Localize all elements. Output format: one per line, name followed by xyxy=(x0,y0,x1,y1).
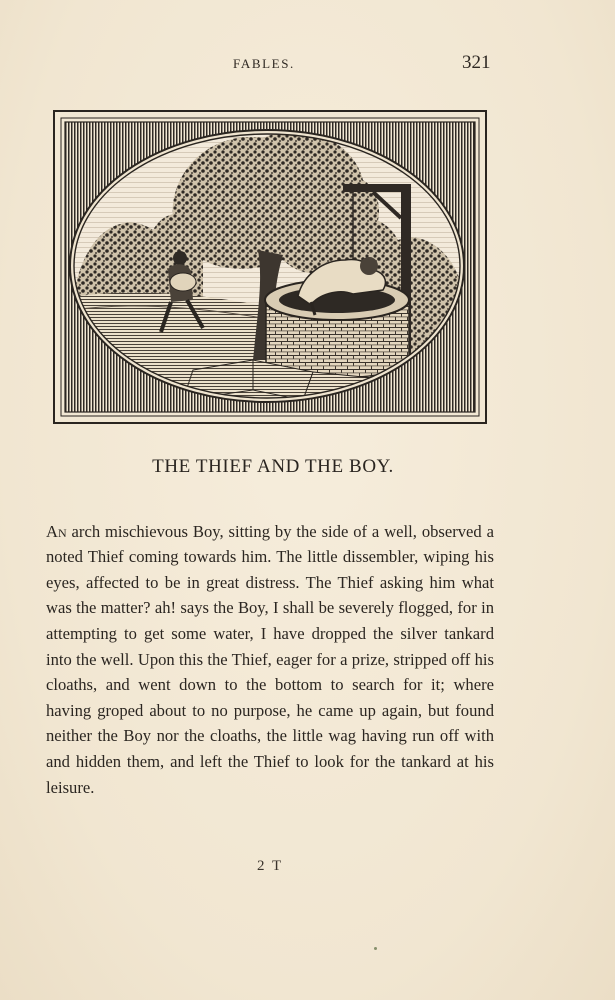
fable-opening-word: An xyxy=(46,521,67,541)
signature-mark: 2 T xyxy=(257,858,284,874)
fable-title: THE THIEF AND THE BOY. xyxy=(152,456,394,477)
woodcut-engraving xyxy=(53,110,487,424)
running-title: FABLES. xyxy=(233,56,295,71)
page-number: 321 xyxy=(462,52,491,73)
running-head xyxy=(0,52,615,76)
fable-body: arch mischievous Boy, sitting by the side of a well, observed a noted Thief coming towards him. The little dissembler, wiping his eyes, affected to be in great distress. The Thief asking him what was the matter? ah! says the Boy, I shall be severely flogged, for in attempting to get some water, I have dropped the silver tankard into the well. Upon this the Thief, eager for a prize, stripped off his cloaths, and went down to the bottom to search for it; where having groped about to no purpose, he came up again, but found neither the Boy nor the cloaths, the little wag having run off with and hidden them, and left the Thief to look for the tankard at his leisure. xyxy=(46,521,494,797)
fable-text xyxy=(46,519,494,801)
woodcut-illustration xyxy=(53,110,487,424)
paper-speck xyxy=(374,947,377,950)
